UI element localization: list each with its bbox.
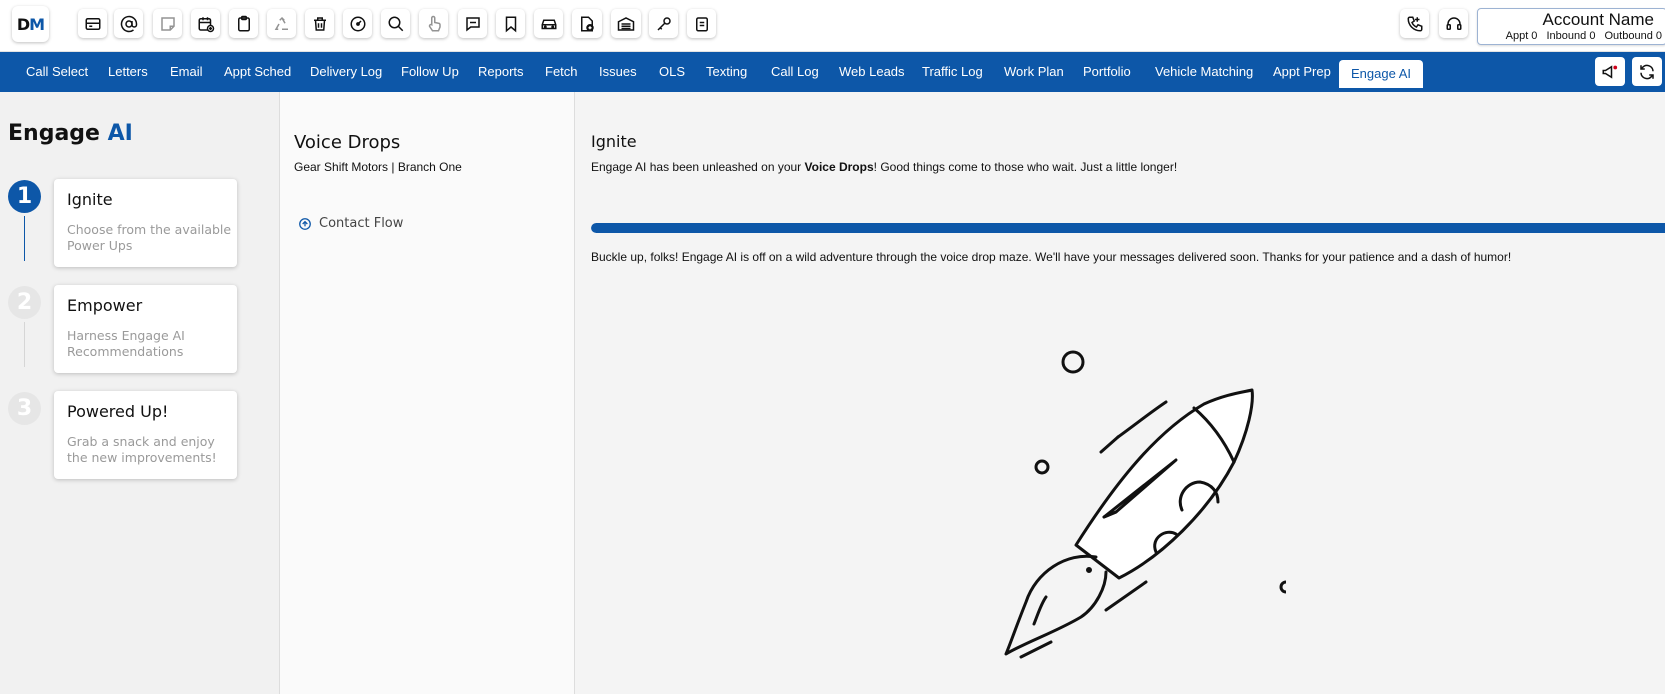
message-pre: Engage AI has been unleashed on your — [591, 160, 805, 174]
headset-icon[interactable] — [1439, 9, 1468, 38]
speedometer-icon[interactable] — [343, 9, 372, 38]
calendar-add-icon[interactable] — [191, 9, 220, 38]
clipboard-icon[interactable] — [229, 9, 258, 38]
ignite-content — [576, 92, 1665, 694]
car-icon[interactable] — [534, 9, 563, 38]
steps-sidebar — [0, 92, 280, 694]
nav-fetch[interactable]: Fetch — [545, 64, 578, 79]
appt-count: Appt 0 — [1505, 30, 1538, 42]
contact-flow-link[interactable] — [298, 216, 403, 231]
nav-call-log[interactable]: Call Log — [771, 64, 819, 79]
nav-call-select[interactable]: Call Select — [26, 64, 89, 79]
trash-icon[interactable] — [305, 9, 334, 38]
power-up-panel — [280, 92, 575, 694]
account-panel[interactable] — [1477, 8, 1665, 45]
hand-pointer-icon[interactable] — [419, 9, 448, 38]
step-ignite-card[interactable] — [54, 179, 237, 267]
step-title: Powered Up! — [67, 402, 169, 421]
outbound-count: Outbound 0 — [1604, 30, 1662, 42]
step-empower-card[interactable] — [54, 285, 237, 373]
progress-bar — [591, 223, 1665, 233]
engage-ai-title — [8, 121, 133, 146]
bubble-right — [1281, 582, 1286, 592]
nav-ols[interactable]: OLS — [659, 64, 686, 79]
step-title: Ignite — [67, 190, 113, 209]
contact-flow-label: Contact Flow — [319, 216, 404, 231]
nav-appt-sched[interactable]: Appt Sched — [224, 64, 292, 79]
dealer-branch: Gear Shift Motors | Branch One — [294, 160, 462, 174]
nav-portfolio[interactable]: Portfolio — [1083, 64, 1131, 79]
nav-appt-prep[interactable]: Appt Prep — [1273, 64, 1331, 79]
brand-accent: AI — [107, 121, 133, 146]
status-message — [591, 160, 1177, 174]
add-document-icon[interactable] — [572, 9, 602, 38]
key-icon[interactable] — [649, 9, 678, 38]
main-nav — [0, 52, 1665, 92]
step-2-connector — [24, 322, 25, 367]
step-description: Grab a snack and enjoy the new improvements! — [67, 434, 217, 465]
step-1-connector — [24, 216, 25, 261]
nav-work-plan[interactable]: Work Plan — [1004, 64, 1064, 79]
nav-delivery-log[interactable]: Delivery Log — [310, 64, 383, 79]
nav-letters[interactable]: Letters — [108, 64, 148, 79]
nav-texting[interactable]: Texting — [706, 64, 748, 79]
garage-icon[interactable] — [611, 9, 641, 38]
bubble-large — [1063, 352, 1083, 372]
nav-vehicle-matching[interactable]: Vehicle Matching — [1155, 64, 1254, 79]
top-toolbar — [0, 0, 1665, 52]
nav-web-leads[interactable]: Web Leads — [839, 64, 905, 79]
megaphone-icon[interactable] — [1595, 57, 1625, 86]
step-1-number: 1 — [8, 180, 41, 213]
bookmark-icon[interactable] — [496, 9, 525, 38]
sms-icon[interactable] — [458, 9, 487, 38]
nav-traffic-log[interactable]: Traffic Log — [922, 64, 983, 79]
checklist-icon[interactable] — [687, 9, 716, 38]
account-name: Account Name — [1542, 10, 1654, 29]
nav-issues[interactable]: Issues — [599, 64, 637, 79]
search-icon[interactable] — [381, 9, 410, 38]
nav-engage-ai[interactable]: Engage AI — [1339, 60, 1423, 88]
nav-email[interactable]: Email — [170, 64, 203, 79]
bubble-small — [1036, 461, 1048, 473]
nav-reports[interactable]: Reports — [478, 64, 524, 79]
inbound-count: Inbound 0 — [1546, 30, 1596, 42]
panel-title: Voice Drops — [294, 132, 401, 153]
step-description: Choose from the available Power Ups — [67, 222, 232, 253]
progress-fill — [591, 223, 1665, 233]
step-2-number: 2 — [8, 286, 41, 319]
logo-letter-d: D — [16, 14, 30, 34]
sticky-note-icon[interactable] — [153, 9, 182, 38]
account-counts — [1500, 30, 1662, 42]
recycle-icon[interactable] — [267, 9, 296, 38]
step-3-number: 3 — [8, 392, 41, 425]
step-description: Harness Engage AI Recommendations — [67, 328, 185, 359]
nav-follow-up[interactable]: Follow Up — [401, 64, 459, 79]
circle-arrow-up-icon — [298, 217, 312, 231]
step-powered-up-card[interactable] — [54, 391, 237, 479]
id-card-icon[interactable] — [78, 9, 107, 38]
humor-note: Buckle up, folks! Engage AI is off on a wild adventure through the voice drop maze. We'll have your messages delivered soon. Thanks for your patience and a dash of humor! — [591, 250, 1512, 264]
section-title: Ignite — [591, 132, 637, 151]
step-title: Empower — [67, 296, 143, 315]
rocket-illustration — [986, 342, 1286, 694]
logo-letter-m: M — [29, 14, 45, 34]
refresh-icon[interactable] — [1632, 57, 1662, 86]
phone-call-icon[interactable] — [1400, 9, 1429, 38]
message-bold: Voice Drops — [804, 160, 874, 174]
message-post: ! Good things come to those who wait. Just a little longer! — [873, 160, 1178, 174]
app-logo[interactable] — [12, 6, 49, 42]
at-sign-icon[interactable] — [114, 9, 143, 38]
brand-word: Engage — [8, 121, 100, 146]
